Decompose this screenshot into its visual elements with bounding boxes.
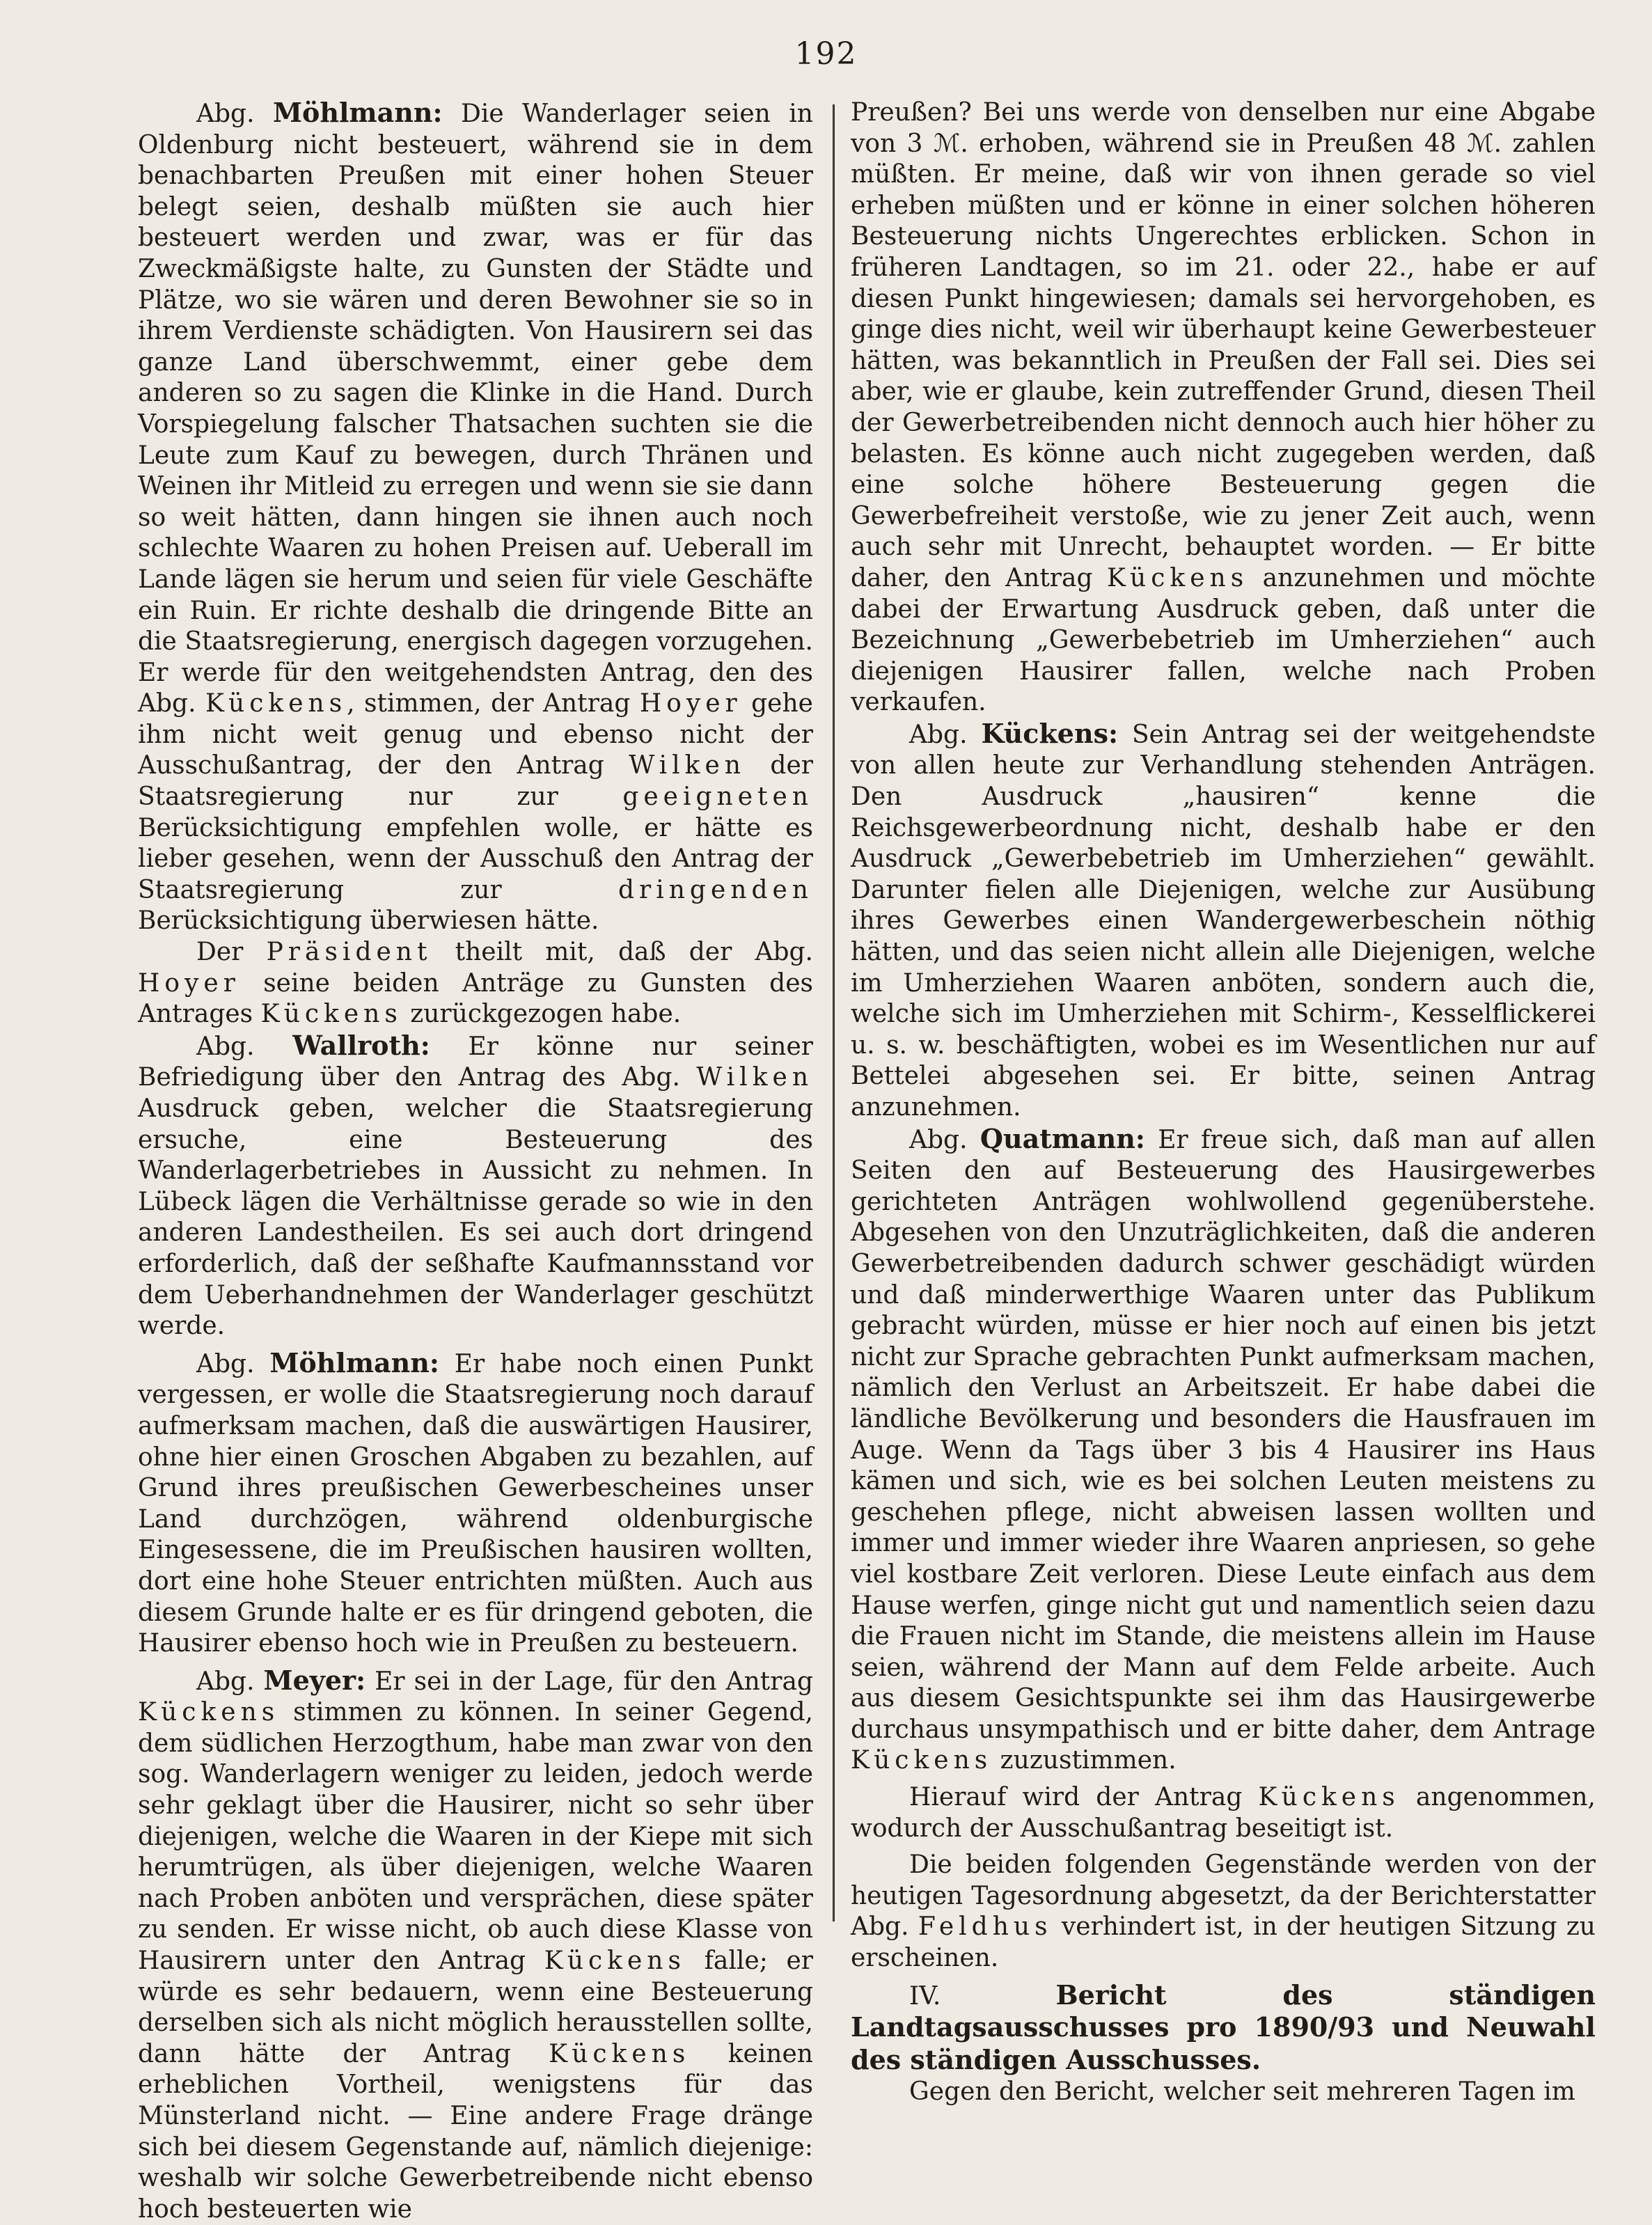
emphasized-name: Hoyer (639, 689, 742, 718)
paragraph-quatmann: Abg. Quatmann: Er freue sich, daß man auf allen Seiten den auf Besteuerung des Hausirgewerbes gerichteten Anträgen wohlwollend gegenüberstehe. Abgesehen von den Unzuträglichkeiten, daß die anderen Gewerbetreibenden dadurch schwer geschädigt würden und daß minderwerthige Waaren unter das Publikum gebracht würden, müsse er hier noch auf einen bis jetzt nicht zur Sprache gebrachten Punkt aufmerksam machen, nämlich den Verlust an Arbeitszeit. Er habe dabei die ländliche Bevölkerung und besonders die Hausfrauen im Auge. Wenn da Tags über 3 bis 4 Hausirer ins Haus kämen und sich, wie es bei solchen Leuten meistens zu geschehen pflege, nicht abweisen lassen wollten und immer und immer wieder ihre Waaren anpriesen, so gehe viel kostbare Zeit verloren. Diese Leute einfach aus dem Hause werfen, ginge nicht gut und namentlich seien dazu die Frauen nicht im Stande, die meistens allein im Hause seien, während der Mann auf dem Felde arbeite. Auch aus diesem Gesichtspunkte sei ihm das Hausirgewerbe durchaus unsympathisch und er bitte daher, dem Antrage Kückens zuzustimmen. (851, 1122, 1596, 1775)
section-heading (851, 1980, 1596, 2077)
emphasized-name: Hoyer (138, 968, 240, 998)
emphasized-name: Wilken (696, 1063, 813, 1092)
emphasized-name: Kückens (205, 689, 347, 718)
emphasized-name: Kückens (138, 1698, 280, 1727)
paragraph-wallroth: Abg. Wallroth: Er könne nur seiner Befriedigung über den Antrag des Abg. Wilken Ausdruck geben, welcher die Staatsregierung ersuche, eine Besteuerung des Wanderlagerbetriebes in Aussicht zu nehmen. In Lübeck lägen die Verhältnisse gerade so wie in den anderen Landestheilen. Es sei auch dort dringend erforderlich, daß der seßhafte Kaufmannsstand vor dem Ueberhandnehmen der Wanderlager geschützt werde. (138, 1029, 813, 1341)
emphasized-name: Kückens (260, 1000, 402, 1029)
right-column (851, 97, 1596, 2108)
emphasized-name: Präsident (266, 938, 432, 967)
paragraph-result: Hierauf wird der Antrag Kückens angenommen, wodurch der Ausschußantrag beseitigt ist. (851, 1783, 1596, 1843)
page-number: 192 (794, 36, 858, 72)
speaker-name: Kückens: (981, 717, 1118, 749)
paragraph-report: Gegen den Bericht, welcher seit mehreren Tagen im (909, 2077, 1575, 2107)
paragraph-postponed: Die beiden folgenden Gegenstände werden von der heutigen Tagesordnung abgesetzt, da der Berichterstatter Abg. Feldhus verhindert ist, in der heutigen Sitzung zu erscheinen. (851, 1850, 1596, 1973)
left-column (138, 97, 813, 2225)
speaker-name: Quatmann: (980, 1122, 1145, 1154)
paragraph-kueckens: Abg. Kückens: Sein Antrag sei der weitgehendste von allen heute zur Verhandlung stehenden Anträgen. Den Ausdruck „hausiren“ kenne die Reichsgewerbeordnung nicht, deshalb habe er den Ausdruck „Gewerbebetrieb im Umherziehen“ gewählt. Darunter fielen alle Diejenigen, welche zur Ausübung ihres Gewerbes einen Wandergewerbeschein nöthig hätten, und das seien nicht allein alle Diejenigen, welche im Umherziehen Waaren anböten, sondern auch die, welche sich im Umherziehen mit Schirm-, Kesselflickerei u. s. w. beschäftigten, wobei es im Wesentlichen nur auf Bettelei abgesehen sei. Er bitte, seinen Antrag anzunehmen. (851, 717, 1596, 1122)
paragraph-meyer: Abg. Meyer: Er sei in der Lage, für den Antrag Kückens stimmen zu können. In seiner Gegend, dem südlichen Herzogthum, habe man zwar von den sog. Wanderlagern weniger zu leiden, jedoch werde sehr geklagt über die Hausirer, nicht so sehr über diejenigen, welche die Waaren in der Kiepe mit sich herumtrügen, als über diejenigen, welche Waaren nach Proben anböten und versprächen, diese später zu senden. Er wisse nicht, ob auch diese Klasse von Hausirern unter den Antrag Kückens falle; er würde es sehr bedauern, wenn eine Besteuerung derselben sich als nicht möglich herausstellen sollte, dann hätte der Antrag Kückens keinen erheblichen Vortheil, wenigstens für das Münsterland nicht. — Eine andere Frage dränge sich bei diesem Gegenstande auf, nämlich diejenige: weshalb wir solche Gewerbetreibende nicht ebenso hoch besteuerten wie (138, 1664, 813, 2224)
section-title: Bericht des ständigen Landtagsausschusses pro 1890/93 und Neuwahl des ständigen Ausschusses. (851, 1979, 1596, 2075)
section-numeral: IV. (909, 1981, 941, 2011)
emphasized-name: Feldhus (918, 1912, 1053, 1942)
emphasized-word: geeigneten (622, 783, 813, 812)
emphasized-word: dringenden (617, 875, 813, 904)
speaker-name: Möhlmann: (272, 97, 443, 128)
column-divider (833, 104, 835, 1921)
paragraph-moehlmann-1: Abg. Möhlmann: Die Wanderlager seien in Oldenburg nicht besteuert, während sie in dem benachbarten Preußen mit einer hohen Steuer belegt seien, deshalb müßten sie auch hier besteuert werden und zwar, was er für das Zweckmäßigste halte, zu Gunsten der Städte und Plätze, wo sie wären und deren Bewohner sie so in ihrem Verdienste schädigten. Von Hausirern sei das ganze Land überschwemmt, einer gebe dem anderen so zu sagen die Klinke in die Hand. Durch Vorspiegelung falscher Thatsachen suchten sie die Leute zum Kauf zu bewegen, durch Thränen und Weinen ihr Mitleid zu erregen und wenn sie sie dann so weit hätten, dann hingen sie ihnen auch noch schlechte Waaren zu hohen Preisen auf. Ueberall im Lande lägen sie herum und seien für viele Geschäfte ein Ruin. Er richte deshalb die dringende Bitte an die Staatsregierung, energisch dagegen vorzugehen. Er werde für den weitgehendsten Antrag, den des Abg. Kückens, stimmen, der Antrag Hoyer gehe ihm nicht weit genug und ebenso nicht der Ausschußantrag, der den Antrag Wilken der Staatsregierung nur zur geeigneten Berücksichtigung empfehlen wolle, er hätte es lieber gesehen, wenn der Ausschuß den Antrag der Staatsregierung zur dringenden Berücksichtigung überwiesen hätte. (138, 97, 813, 936)
emphasized-name: Kückens (544, 1947, 686, 1976)
emphasized-name: Wilken (629, 751, 746, 780)
paragraph-president: Der Präsident theilt mit, daß der Abg. Hoyer seine beiden Anträge zu Gunsten des Antrages Kückens zurückgezogen habe. (138, 938, 813, 1029)
paragraph-moehlmann-2: Abg. Möhlmann: Er habe noch einen Punkt vergessen, er wolle die Staatsregierung noch darauf aufmerksam machen, daß die auswärtigen Hausirer, ohne hier einen Groschen Abgaben zu bezahlen, auf Grund ihres preußischen Gewerbescheines unser Land durchzögen, während oldenburgische Eingesessene, die im Preußischen hausiren wollten, dort eine hohe Steuer entrichten müßten. Auch aus diesem Grunde halte er es für dringend geboten, die Hausirer ebenso hoch wie in Preußen zu besteuern. (138, 1346, 814, 1658)
speaker-name: Möhlmann: (269, 1346, 439, 1378)
paragraph-meyer-continued: Preußen? Bei uns werde von denselben nur eine Abgabe von 3 ℳ. erhoben, während sie in Preußen 48 ℳ. zahlen müßten. Er meine, daß wir von ihnen gerade so viel erheben müßten und er könne in einer solchen höheren Besteuerung nichts Ungerechtes erblicken. Schon in früheren Landtagen, so im 21. oder 22., habe er auf diesen Punkt hingewiesen; damals sei hervorgehoben, es ginge dies nicht, weil wir überhaupt keine Gewerbesteuer hätten, was bekanntlich in Preußen der Fall sei. Dies sei aber, wie er glaube, kein zutreffender Grund, diesen Theil der Gewerbetreibenden nicht dennoch auch hier höher zu belasten. Es könne auch nicht zugegeben werden, daß eine solche höhere Besteuerung gegen die Gewerbefreiheit verstoße, wie zu jener Zeit auch, wenn auch sehr mit Unrecht, behauptet worden. — Er bitte daher, den Antrag Kückens anzunehmen und möchte dabei der Erwartung Ausdruck geben, daß unter die Bezeichnung „Gewerbebetrieb im Umherziehen“ auch diejenigen Hausirer fallen, welche nach Proben verkaufen. (851, 98, 1596, 717)
speaker-name: Meyer: (263, 1664, 366, 1696)
emphasized-name: Kückens (1106, 563, 1249, 592)
speaker-name: Wallroth: (292, 1029, 430, 1061)
emphasized-name: Kückens (1258, 1783, 1400, 1812)
emphasized-name: Kückens (549, 2039, 691, 2068)
emphasized-name: Kückens (851, 1746, 993, 1775)
